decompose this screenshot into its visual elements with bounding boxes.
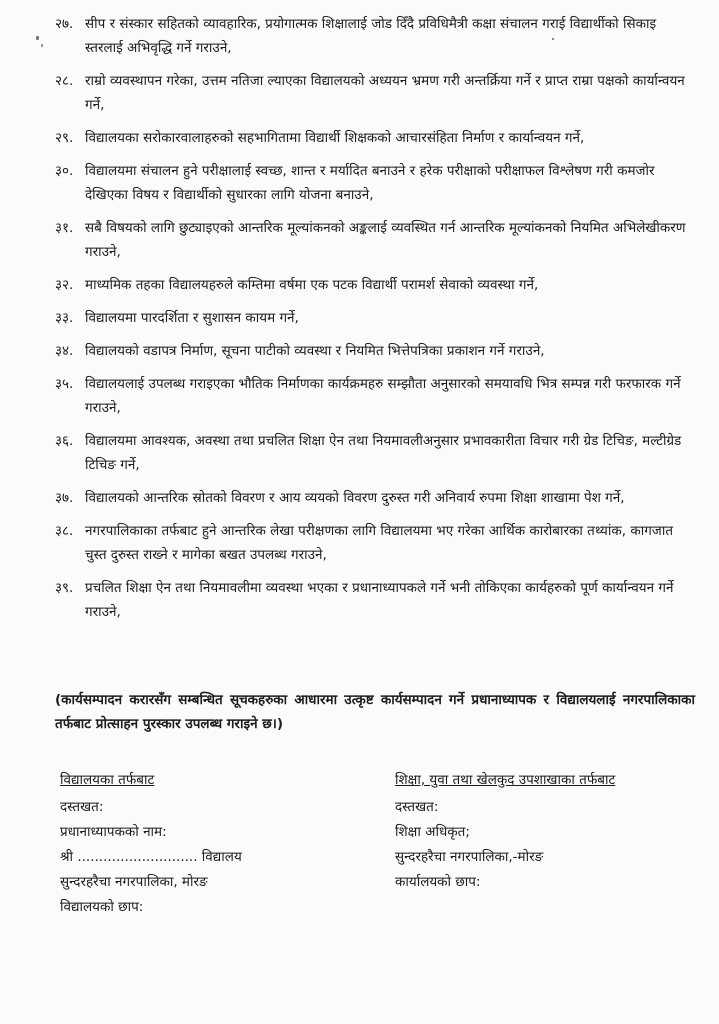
item-number: ३८.	[55, 523, 74, 539]
municipality-line: सुन्दरहरैचा नगरपालिका,-मोरङ	[395, 849, 544, 865]
item-number: ३१.	[55, 220, 74, 236]
item-text: विद्यालयमा संचालन हुने परीक्षालाई स्वच्छ, शान्त र मर्यादित बनाउने र हरेक परीक्षाको परीक्षाफल विश्लेषण गरी कमजोर देखिएका विषय र विद्यार्थीको सुधारका लागि योजना बनाउने,	[85, 163, 655, 203]
list-item	[55, 216, 695, 264]
item-text: राम्रो व्यवस्थापन गरेका, उत्तम नतिजा ल्याएका विद्यालयको अध्ययन भ्रमण गरी अन्तर्क्रिया गर्ने र प्राप्त राम्रा पक्षको कार्यान्वयन गर्ने,	[85, 73, 685, 113]
school-name-line: श्री ............................ विद्यालय	[60, 849, 242, 865]
school-seal-line: विद्यालयको छाप:	[60, 899, 144, 915]
list-item	[55, 519, 695, 567]
item-text: विद्यालयमा आवश्यक, अवस्था तथा प्रचलित शिक्षा ऐन तथा नियमावलीअनुसार प्रभावकारीता विचार गरी ग्रेड टिचिङ, मल्टीग्रेड टिचिङ गर्ने,	[85, 433, 682, 473]
scan-speck	[41, 44, 43, 47]
item-text: विद्यालयको वडापत्र निर्माण, सूचना पाटीको व्यवस्था र नियमित भित्तेपत्रिका प्रकाशन गर्ने गराउने,	[85, 343, 545, 359]
item-text: विद्यालयका सरोकारवालाहरुको सहभागितामा विद्यार्थी शिक्षकको आचारसंहिता निर्माण र कार्यान्वयन गर्ने,	[85, 130, 585, 146]
item-text: माध्यमिक तहका विद्यालयहरुले कम्तिमा वर्षमा एक पटक विद्यार्थी परामर्श सेवाको व्यवस्था गर्ने,	[85, 277, 539, 293]
item-text: सबै विषयको लागि छुट्याइएको आन्तरिक मूल्यांकनको अङ्कलाई व्यवस्थित गर्न आन्तरिक मूल्यांकनको नियमित अभिलेखीकरण गराउने,	[85, 220, 686, 260]
item-number: ३७.	[55, 490, 74, 506]
item-text: विद्यालयलाई उपलब्ध गराइएका भौतिक निर्माणका कार्यक्रमहरु सम्झौता अनुसारको समयावधि भित्र सम्पन्न गरी फरफारक गर्ने गराउने,	[85, 376, 681, 416]
item-number: ३२.	[55, 277, 74, 293]
list-item	[55, 339, 695, 363]
item-text: विद्यालयमा पारदर्शिता र सुशासन कायम गर्ने,	[85, 310, 299, 326]
list-item	[55, 486, 695, 510]
list-item	[55, 126, 695, 150]
list-item	[55, 273, 695, 297]
school-signature-heading: विद्यालयका तर्फबाट	[60, 772, 155, 788]
signature-line: दस्तखत:	[60, 799, 104, 815]
list-item	[55, 12, 695, 60]
municipality-line: सुन्दरहरैचा नगरपालिका, मोरङ	[60, 874, 208, 890]
list-item	[55, 306, 695, 330]
incentive-note: (कार्यसम्पादन करारसँग सम्बन्धित सूचकहरुका आधारमा उत्कृष्ट कार्यसम्पादन गर्ने प्रधानाध्यापक र विद्यालयलाई नगरपालिकाका तर्फबाट प्रोत्साहन पुरस्कार उपलब्ध गराइने छ।)	[55, 692, 695, 732]
duties-list	[55, 12, 695, 633]
list-item	[55, 159, 695, 207]
item-number: २७.	[55, 16, 74, 32]
item-text: सीप र संस्कार सहितको व्यावहारिक, प्रयोगात्मक शिक्षालाई जोड दिँदै प्रविधिमैत्री कक्षा संचालन गराई विद्यार्थीको सिकाइ स्तरलाई अभिवृद्धि गर्ने गराउने,	[85, 16, 657, 56]
item-text: प्रचलित शिक्षा ऐन तथा नियमावलीमा व्यवस्था भएका र प्रधानाध्यापकले गर्ने भनी तोकिएका कार्यहरुको पूर्ण कार्यान्वयन गर्ने गराउने,	[85, 580, 674, 620]
officer-title-line: शिक्षा अधिकृत;	[395, 824, 470, 840]
item-number: ३६.	[55, 433, 74, 449]
school-signature-block	[60, 768, 320, 920]
principal-name-line: प्रधानाध्यापकको नाम:	[60, 824, 167, 840]
item-number: ३०.	[55, 163, 74, 179]
list-item	[55, 429, 695, 477]
list-item	[55, 372, 695, 420]
list-item	[55, 576, 695, 624]
item-number: ३५.	[55, 376, 74, 392]
office-signature-heading: शिक्षा, युवा तथा खेलकुद उपशाखाका तर्फबाट	[395, 772, 616, 788]
item-text: विद्यालयको आन्तरिक स्रोतको विवरण र आय व्ययको विवरण दुरुस्त गरी अनिवार्य रुपमा शिक्षा शाखामा पेश गर्ने,	[85, 490, 625, 506]
item-number: २९.	[55, 130, 74, 146]
item-number: ३४.	[55, 343, 74, 359]
item-number: ३९.	[55, 580, 74, 596]
office-signature-block	[395, 768, 695, 895]
signature-line: दस्तखत:	[395, 799, 439, 815]
item-number: २८.	[55, 73, 74, 89]
office-seal-line: कार्यालयको छाप:	[395, 874, 481, 890]
item-number: ३३.	[55, 310, 74, 326]
item-text: नगरपालिकाका तर्फबाट हुने आन्तरिक लेखा परीक्षणका लागि विद्यालयमा भए गरेका आर्थिक कारोबारका तथ्यांक, कागजात चुस्त दुरुस्त राख्ने र मागेका बखत उपलब्ध गराउने,	[85, 523, 674, 563]
list-item	[55, 69, 695, 117]
scan-speck	[36, 36, 39, 40]
